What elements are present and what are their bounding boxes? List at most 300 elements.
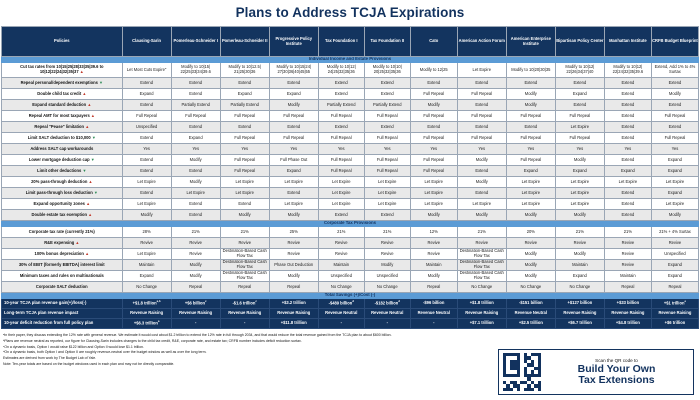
table-cell: Modify to 10|10| 20|25|32|35|36 bbox=[364, 63, 410, 78]
column-header-american-action-forum: American Action Forum bbox=[457, 27, 506, 57]
table-row bbox=[2, 177, 699, 188]
table-cell: Modify bbox=[220, 210, 269, 221]
table-cell: Yes bbox=[457, 144, 506, 155]
table-cell: Expand bbox=[220, 89, 269, 100]
footnote: ᵇPlans are revenue neutral as reported, our figure for Clausing-Sarin includes changes to the child tax credit, R&E, corporate rate, and estate tax; CRFB number includes deficit reduction surtax. bbox=[3, 338, 302, 343]
arrow-up-icon: ▲ bbox=[90, 112, 95, 118]
table-cell: Modify bbox=[171, 177, 220, 188]
table-cell: Full Repeal bbox=[555, 133, 604, 144]
table-cell: Destination-Based Cash Flow Tax bbox=[457, 271, 506, 282]
table-cell: Let Expire bbox=[506, 199, 555, 210]
table-cell: Modify bbox=[457, 210, 506, 221]
arrow-up-icon: ▲ bbox=[88, 178, 93, 184]
total-label: Long-term TCJA plan revenue impact bbox=[2, 309, 123, 319]
table-cell: Full Repeal bbox=[410, 155, 457, 166]
table-cell: Full Repeal bbox=[410, 133, 457, 144]
table-cell: Extend bbox=[457, 188, 506, 199]
arrow-up-icon: ▲ bbox=[79, 69, 84, 74]
table-cell: Full Repeal bbox=[651, 111, 698, 122]
policy-label: Corporate tax rate (currently 21%) bbox=[2, 227, 123, 238]
table-cell: Extend bbox=[122, 78, 171, 89]
table-row bbox=[2, 210, 699, 221]
table-cell: Expand bbox=[651, 271, 698, 282]
table-cell: Modify bbox=[651, 210, 698, 221]
table-cell: Maintain bbox=[318, 260, 364, 271]
page-title: Plans to Address TCJA Expirations bbox=[235, 5, 465, 20]
table-cell: Modify bbox=[122, 210, 171, 221]
table-cell: Revive bbox=[457, 238, 506, 249]
table-cell: Let Expire bbox=[318, 188, 364, 199]
table-cell: Maintain bbox=[410, 260, 457, 271]
table-cell: Modify to 10|15|24| 27|30|36|40|45|55 bbox=[269, 63, 318, 78]
footnote: ᵈOn a dynamic basis, both Option I and Option II are roughly revenue-neutral over the budget window as well as over the long term. bbox=[3, 350, 207, 355]
table-cell: Yes bbox=[122, 144, 171, 155]
arrow-up-icon: ▲ bbox=[85, 123, 90, 129]
table-cell: Destination-Based Cash Flow Tax bbox=[457, 249, 506, 260]
total-cell: -$1.6 trillion$^c$ bbox=[220, 299, 269, 309]
table-cell: Partially Extend bbox=[171, 100, 220, 111]
table-cell: Yes bbox=[171, 144, 220, 155]
table-cell: Extend bbox=[506, 122, 555, 133]
table-cell: Extend bbox=[122, 100, 171, 111]
column-header-tax-foundation-2: Tax Foundation II bbox=[364, 27, 410, 57]
table-cell: Modify bbox=[171, 260, 220, 271]
table-cell: Extend bbox=[220, 78, 269, 89]
total-cell: - bbox=[220, 319, 269, 329]
qr-module bbox=[538, 388, 541, 391]
table-cell: Partially Extend bbox=[220, 100, 269, 111]
table-row bbox=[2, 249, 699, 260]
table-cell: Extend bbox=[122, 166, 171, 177]
table-cell: Expand bbox=[555, 89, 604, 100]
table-row bbox=[2, 282, 699, 293]
table-cell: Let Expire bbox=[364, 188, 410, 199]
qr-promo-box[interactable] bbox=[498, 349, 694, 395]
table-cell: Let Expire bbox=[318, 177, 364, 188]
table-cell: 21% bbox=[364, 227, 410, 238]
column-header-crfb-budget-blueprint: CRFB Budget Blueprint bbox=[651, 27, 698, 57]
total-cell: - bbox=[171, 319, 220, 329]
table-row bbox=[2, 89, 699, 100]
table-cell: No Change bbox=[506, 282, 555, 293]
table-cell: Partially Extend bbox=[318, 100, 364, 111]
total-cell: +$6 billion$^c$ bbox=[171, 299, 220, 309]
table-cell: 21% bbox=[318, 227, 364, 238]
policy-label: Minimum taxes and rules on multinationals bbox=[2, 271, 123, 282]
table-cell: Full Repeal bbox=[318, 133, 364, 144]
policy-label: 20% pass-through deduction ▲ bbox=[2, 177, 123, 188]
table-cell: Expand bbox=[651, 188, 698, 199]
policy-label: 100% bonus depreciation ▲ bbox=[2, 249, 123, 260]
table-cell: No Change bbox=[364, 282, 410, 293]
total-row bbox=[2, 309, 699, 319]
table-cell: Let Expire bbox=[457, 63, 506, 78]
table-cell: Let Expire bbox=[555, 177, 604, 188]
table-cell: Revive bbox=[220, 238, 269, 249]
column-header-pomerleau-schneider-1: Pomerleau-Schneider I bbox=[171, 27, 220, 57]
table-row bbox=[2, 155, 699, 166]
table-cell: Yes bbox=[318, 144, 364, 155]
table-cell: Extend bbox=[269, 78, 318, 89]
table-cell: Destination-Based Cash Flow Tax bbox=[220, 260, 269, 271]
table-cell: Modify bbox=[171, 271, 220, 282]
policy-label: Lower mortgage deduction cap ▼ bbox=[2, 155, 123, 166]
table-cell: 21% + 4% Surtax bbox=[651, 227, 698, 238]
table-cell: Extend bbox=[122, 188, 171, 199]
policy-label: Address SALT cap workarounds bbox=[2, 144, 123, 155]
table-cell: Full Repeal bbox=[457, 111, 506, 122]
promo-headline-line-b: Tax Extensions bbox=[578, 374, 655, 386]
table-cell: Extend bbox=[171, 199, 220, 210]
table-cell: 28% bbox=[122, 227, 171, 238]
table-cell: Modify to 10|12| 22|24|32|35|39.6 bbox=[604, 63, 651, 78]
table-cell: 21% bbox=[555, 227, 604, 238]
arrow-up-icon: ▲ bbox=[75, 239, 80, 245]
total-cell: +$7.1 trillion bbox=[457, 319, 506, 329]
table-cell: Let Expire bbox=[269, 199, 318, 210]
table-cell: Revive bbox=[604, 249, 651, 260]
table-cell: Extend bbox=[457, 122, 506, 133]
table-cell: Full Repeal bbox=[410, 89, 457, 100]
table-cell: Extend bbox=[171, 166, 220, 177]
table-cell: Modify bbox=[364, 260, 410, 271]
table-row bbox=[2, 227, 699, 238]
table-cell: Full Repeal bbox=[220, 111, 269, 122]
table-cell: Repeal bbox=[220, 282, 269, 293]
table-row bbox=[2, 63, 699, 78]
table-cell: Modify bbox=[555, 155, 604, 166]
table-cell: Destination-Based Cash Flow Tax bbox=[220, 249, 269, 260]
table-cell: Yes bbox=[410, 144, 457, 155]
table-cell: Extend bbox=[318, 210, 364, 221]
table-cell: Extend bbox=[604, 188, 651, 199]
table-cell: Full Repeal bbox=[318, 111, 364, 122]
table-cell: Extend bbox=[457, 100, 506, 111]
policy-label: Expand opportunity zones ▲ bbox=[2, 199, 123, 210]
table-cell: Let Expire bbox=[220, 188, 269, 199]
table-row bbox=[2, 122, 699, 133]
policy-label: R&E expensing ▲ bbox=[2, 238, 123, 249]
table-cell: Let Expire bbox=[410, 188, 457, 199]
table-cell: Revive bbox=[410, 238, 457, 249]
table-cell: Extend bbox=[555, 78, 604, 89]
footnote: ᶜOn a dynamic basis, Option I would raise $122 billion and Option II would lose $1.1 trillion. bbox=[3, 344, 144, 349]
total-cell: -$489 billion$^d$ bbox=[318, 299, 364, 309]
table-cell: Modify bbox=[506, 89, 555, 100]
table-cell: Modify bbox=[506, 249, 555, 260]
table-cell: Full Repeal bbox=[220, 133, 269, 144]
total-cell: Revenue Raising bbox=[457, 309, 506, 319]
column-header-policies: Policies bbox=[2, 27, 123, 57]
table-cell: Revive bbox=[410, 249, 457, 260]
table-cell: Full Repeal bbox=[269, 133, 318, 144]
table-cell: Let Expire bbox=[364, 177, 410, 188]
table-row bbox=[2, 133, 699, 144]
table-cell: Extend bbox=[604, 122, 651, 133]
table-cell: Revive bbox=[604, 260, 651, 271]
table-cell: Expand bbox=[555, 271, 604, 282]
section-corporate-label: Corporate Tax Provisions bbox=[2, 221, 699, 227]
total-cell: +$4.8 trillion bbox=[604, 319, 651, 329]
table-cell: Full Repeal bbox=[269, 111, 318, 122]
table-cell: Repeal bbox=[171, 282, 220, 293]
table-cell: Extend bbox=[122, 155, 171, 166]
table-cell: Extend bbox=[220, 122, 269, 133]
table-cell: No Change bbox=[457, 282, 506, 293]
table-row bbox=[2, 166, 699, 177]
table-cell: Let Expire bbox=[651, 199, 698, 210]
column-header-bipartisan-policy-center: Bipartisan Policy Center bbox=[555, 27, 604, 57]
table-cell: Extend bbox=[651, 122, 698, 133]
table-cell: Extend bbox=[220, 199, 269, 210]
table-cell: Modify to 12|25 bbox=[410, 63, 457, 78]
arrow-up-icon: ▲ bbox=[85, 250, 90, 256]
total-cell: +$6.7 trillion bbox=[555, 319, 604, 329]
table-cell: Let Expire bbox=[410, 199, 457, 210]
table-cell: Modify bbox=[171, 155, 220, 166]
arrow-up-icon: ▲ bbox=[86, 200, 91, 206]
total-cell: Revenue Raising bbox=[220, 309, 269, 319]
table-cell: Modify to 10|12| 22|26|34|37|40 bbox=[555, 63, 604, 78]
table-cell: Full Repeal bbox=[457, 133, 506, 144]
table-cell: Extend bbox=[604, 78, 651, 89]
table-cell: Expand bbox=[651, 155, 698, 166]
table-cell: Extend, Add 1% to 4% Surtax bbox=[651, 63, 698, 78]
table-cell: Extend bbox=[604, 133, 651, 144]
table-cell: Modify bbox=[506, 100, 555, 111]
table-cell: Modify bbox=[410, 271, 457, 282]
table-cell: Full Repeal bbox=[318, 155, 364, 166]
policy-label: Repeal "Pease" limitation ▲ bbox=[2, 122, 123, 133]
table-cell: Modify bbox=[457, 177, 506, 188]
table-cell: Extend bbox=[171, 89, 220, 100]
table-cell: 25% bbox=[269, 227, 318, 238]
table-cell: Extend bbox=[269, 188, 318, 199]
footnote: Note: Ten-year totals are based on the budget windows used in each plan and may not be directly comparable. bbox=[3, 361, 175, 366]
total-cell: -$96 billion bbox=[410, 299, 457, 309]
total-cell: +$33 billion bbox=[604, 299, 651, 309]
table-cell: 12% bbox=[410, 227, 457, 238]
table-cell: Extend bbox=[651, 78, 698, 89]
policy-label: Limit pass-through loss deduction ▼ bbox=[2, 188, 123, 199]
table-cell: 21% bbox=[457, 227, 506, 238]
table-cell: Full Repeal bbox=[364, 111, 410, 122]
table-cell: Full Repeal bbox=[506, 155, 555, 166]
total-cell: +$3.2 trillion bbox=[269, 299, 318, 309]
table-cell: Revive bbox=[506, 238, 555, 249]
total-cell: +$1 trillion$^e$ bbox=[651, 299, 698, 309]
table-cell: Extend bbox=[457, 166, 506, 177]
total-cell: +$6.3 trillion$^a$ bbox=[122, 319, 171, 329]
table-cell: Extend bbox=[122, 133, 171, 144]
total-cell: Revenue Neutral bbox=[318, 309, 364, 319]
table-cell: Extend bbox=[364, 89, 410, 100]
table-cell: Modify bbox=[651, 89, 698, 100]
table-cell: Maintain bbox=[555, 260, 604, 271]
policy-label: Limit SALT deduction to $10,000 ▼ bbox=[2, 133, 123, 144]
table-cell: 21% bbox=[220, 227, 269, 238]
table-cell: Modify bbox=[410, 210, 457, 221]
table-cell: Full Repeal bbox=[555, 111, 604, 122]
column-header-american-enterprise-institute: American Enterprise Institute bbox=[506, 27, 555, 57]
table-cell: Let Expire bbox=[171, 188, 220, 199]
table-cell: Full Repeal bbox=[651, 133, 698, 144]
table-cell: Let Expire bbox=[555, 199, 604, 210]
table-cell: Yes bbox=[269, 144, 318, 155]
table-cell: Expand bbox=[651, 166, 698, 177]
total-cell: +$1.8 trillion$^{a,b}$ bbox=[122, 299, 171, 309]
table-row bbox=[2, 238, 699, 249]
section-individual-label: Individual Income and Estate Provisions bbox=[2, 57, 699, 63]
table-cell: Modify bbox=[555, 210, 604, 221]
table-cell: Modify bbox=[555, 249, 604, 260]
total-row bbox=[2, 319, 699, 329]
table-cell: Revive bbox=[364, 249, 410, 260]
table-cell: Full Repeal bbox=[122, 111, 171, 122]
table-cell: Modify to 10|12| 24|25|32|35|36 bbox=[318, 63, 364, 78]
table-cell: Expand bbox=[122, 271, 171, 282]
arrow-down-icon: ▼ bbox=[82, 167, 87, 173]
policy-label: Corporate SALT deduction bbox=[2, 282, 123, 293]
table-cell: Extend bbox=[604, 89, 651, 100]
table-cell: No Change bbox=[122, 282, 171, 293]
policy-label: Cut tax rates from 10|15|25|28|33|35|39.6 to 10|12|22|24|32|35|37 ▲ bbox=[2, 63, 123, 78]
arrow-down-icon: ▼ bbox=[91, 134, 96, 140]
table-cell: Full Repeal bbox=[410, 111, 457, 122]
table-cell: Extend bbox=[364, 122, 410, 133]
table-cell: Full Phase Out bbox=[269, 155, 318, 166]
policy-label: Double estate tax exemption ▲ bbox=[2, 210, 123, 221]
total-cell: Revenue Neutral bbox=[506, 309, 555, 319]
table-cell: Expand bbox=[171, 133, 220, 144]
table-cell: No Change bbox=[318, 282, 364, 293]
policy-label: Limit other deductions ▼ bbox=[2, 166, 123, 177]
table-cell: Unspecified bbox=[318, 271, 364, 282]
table-cell: Revive bbox=[269, 249, 318, 260]
promo-headline bbox=[544, 364, 689, 386]
column-header-manhattan-institute: Manhattan Institute bbox=[604, 27, 651, 57]
total-label: 10-year deficit reduction from full policy plan bbox=[2, 319, 123, 329]
section-totals-label: Total Savings (+)/Cost (-) bbox=[2, 293, 699, 299]
table-cell: Full Repeal bbox=[364, 166, 410, 177]
table-row bbox=[2, 271, 699, 282]
table-cell: Let Expire bbox=[555, 122, 604, 133]
table-cell: Revive bbox=[318, 238, 364, 249]
tcja-comparison-table bbox=[1, 26, 699, 329]
table-cell: Modify bbox=[506, 210, 555, 221]
table-cell: Revive bbox=[364, 238, 410, 249]
table-cell: Repeal bbox=[651, 282, 698, 293]
total-label: 10-year TCJA plan revenue gain(+)/loss(-) bbox=[2, 299, 123, 309]
policy-label: Repeal personal/dependent exemptions ▼ bbox=[2, 78, 123, 89]
total-cell: - bbox=[364, 319, 410, 329]
table-cell: Extend bbox=[604, 100, 651, 111]
promo-text bbox=[541, 358, 689, 386]
total-cell: Revenue Raising bbox=[604, 309, 651, 319]
total-cell: Revenue Neutral bbox=[364, 309, 410, 319]
promo-headline-line-a: Build Your Own bbox=[577, 362, 656, 375]
table-cell: Let Expire bbox=[506, 188, 555, 199]
table-row bbox=[2, 199, 699, 210]
footnote: ᵃIn their paper, they discuss extending the 12% rate with general revenue. We estimate it would cost about $1.2 trillion to extend the 12% rate in full through 2034, and that would reduce the total revenue gained from the TCJA plan to about $600 billion. bbox=[3, 333, 392, 337]
table-cell: Extend bbox=[318, 122, 364, 133]
table-cell: Expand bbox=[122, 89, 171, 100]
table-cell: 21% bbox=[604, 227, 651, 238]
table-cell: Destination-Based Cash Flow Tax bbox=[457, 260, 506, 271]
table-cell: Unspecified bbox=[122, 122, 171, 133]
table-body bbox=[2, 57, 699, 329]
arrow-down-icon: ▼ bbox=[99, 79, 104, 85]
table-cell: 21% bbox=[171, 227, 220, 238]
table-cell: Let Expire bbox=[318, 199, 364, 210]
table-cell: Expand bbox=[604, 166, 651, 177]
total-cell: Revenue Raising bbox=[269, 309, 318, 319]
total-cell: - bbox=[410, 319, 457, 329]
column-header-pomerleau-schneider-2: Pomerleau-Schneider II bbox=[220, 27, 269, 57]
table-cell: Let Expire bbox=[457, 199, 506, 210]
footnotes-block bbox=[3, 333, 473, 367]
table-row bbox=[2, 260, 699, 271]
table-cell: Revive bbox=[318, 249, 364, 260]
table-cell: Yes bbox=[364, 144, 410, 155]
column-header-clausing-sarin: Clausing-Sarin bbox=[122, 27, 171, 57]
table-cell: Yes bbox=[604, 144, 651, 155]
table-cell: Maintain bbox=[122, 260, 171, 271]
table-cell: Expand bbox=[651, 260, 698, 271]
table-cell: Expand bbox=[506, 166, 555, 177]
table-cell: Let Expire bbox=[122, 199, 171, 210]
table-cell: Extend bbox=[651, 100, 698, 111]
policy-label: Double child tax credit ▲ bbox=[2, 89, 123, 100]
table-cell: Revive bbox=[555, 238, 604, 249]
table-cell: Full Repeal bbox=[364, 155, 410, 166]
table-cell: Extend bbox=[410, 122, 457, 133]
total-cell: +$1.8 trillion bbox=[457, 299, 506, 309]
table-cell: Revive bbox=[651, 238, 698, 249]
header-row bbox=[2, 27, 699, 57]
table-cell: No Change bbox=[555, 282, 604, 293]
total-row bbox=[2, 299, 699, 309]
table-cell: Modify bbox=[410, 100, 457, 111]
table-cell: Phase Out Deduction bbox=[269, 260, 318, 271]
policy-label: Expand standard deduction ▲ bbox=[2, 100, 123, 111]
table-cell: Modify to 10|15| 22|25|33|34|39.6 bbox=[171, 63, 220, 78]
table-cell: Full Repeal bbox=[364, 133, 410, 144]
table-cell: Let Expire bbox=[410, 177, 457, 188]
arrow-down-icon: ▼ bbox=[90, 156, 95, 162]
arrow-up-icon: ▲ bbox=[88, 211, 93, 217]
total-cell: +$2.5 trillion bbox=[506, 319, 555, 329]
table-cell: Extend bbox=[171, 122, 220, 133]
column-header-progressive-policy-institute: Progressive Policy Institute bbox=[269, 27, 318, 57]
table-cell: Full Repeal bbox=[457, 89, 506, 100]
table-cell: Let Expire bbox=[220, 177, 269, 188]
table-cell: Extend bbox=[604, 199, 651, 210]
table-cell: Partially Extend bbox=[364, 100, 410, 111]
table-row bbox=[2, 144, 699, 155]
table-cell: Full Repeal bbox=[318, 166, 364, 177]
table-cell: Full Repeal bbox=[410, 166, 457, 177]
column-header-tax-foundation-1: Tax Foundation I bbox=[318, 27, 364, 57]
total-cell: - bbox=[318, 319, 364, 329]
policy-label: 30% of EBIT (formerly EBITDA) interest limit bbox=[2, 260, 123, 271]
table-cell: Extend bbox=[318, 89, 364, 100]
table-cell: Full Repeal bbox=[506, 133, 555, 144]
table-cell: Extend bbox=[555, 100, 604, 111]
policy-label: Repeal AMT for most taxpayers ▲ bbox=[2, 111, 123, 122]
table-cell: Extend bbox=[604, 111, 651, 122]
table-cell: Full Repeal bbox=[171, 111, 220, 122]
